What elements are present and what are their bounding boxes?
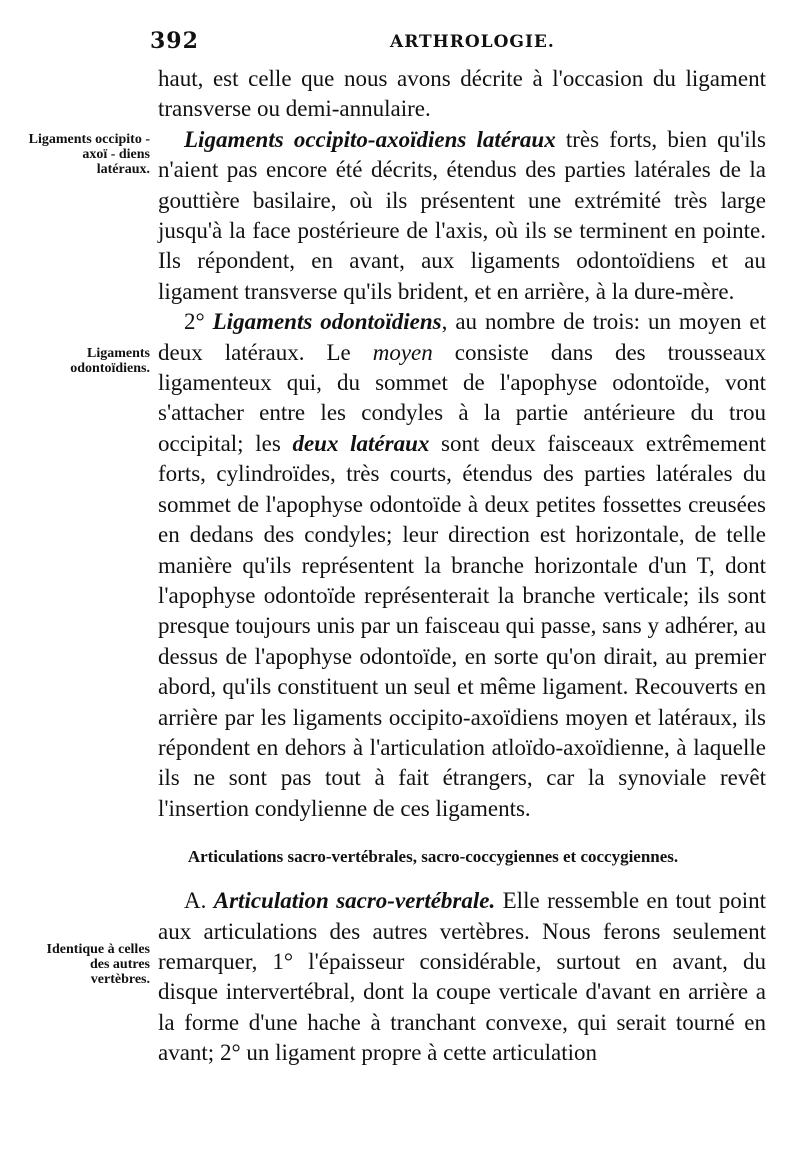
paragraph-text: sont deux faisceaux extrêmement forts, cylindroïdes, très courts, étendus des parties latérales du sommet de l'apophyse odontoïde à deux petites fossettes creusées en dedans des condyles; leur direction est horizontale, de telle manière qu'ils représentent la branche horizontale d'un T, dont l'apophyse odontoïde représenterait la branche verticale; ils sont presque toujours unis par un faisceau qui passe, sans y adhérer, au dessus de l'apophyse odontoïde, en sorte qu'on dirait, au premier abord, qu'ils constituent un seul et même ligament. Recouverts en arrière par les ligaments occipito-axoïdiens moyen et latéraux, ils répondent en dehors à l'articulation atloïdo-axoïdienne, à laquelle ils ne sont pas tout à fait étrangers, car la synoviale revêt l'insertion condylienne de ces ligaments. [158, 430, 766, 821]
margin-note-odontoidiens: Ligaments odontoïdiens. [70, 346, 150, 376]
margin-note-occipito-axoidiens: Ligaments occipito - axoï - diens latéraux. [28, 132, 150, 177]
paragraph-title: Ligaments occipito-axoïdiens latéraux [184, 126, 556, 152]
paragraph-number: 2° [184, 309, 213, 335]
paragraph-text: consiste dans des trousseaux ligamenteux qui, du sommet de l'apophyse odontoïde, vont s'attacher entre les condyles à la partie antérieure du trou occipital; les [158, 339, 766, 456]
paragraph-occipito-axoidiens [158, 125, 766, 307]
paragraph-title: Ligaments odontoïdiens [212, 309, 442, 335]
paragraph-text: , au nombre de trois: un moyen et deux latéraux. Le [158, 309, 766, 365]
body-text [158, 64, 766, 1069]
italic-term-deux-lateraux: deux latéraux [292, 430, 430, 456]
paragraph-text: Elle ressemble en tout point aux articulations des autres vertèbres. Nous ferons seulement remarquer, 1° l'épaisseur considérable, surtout en avant, du disque intervertébral, dont la coupe verticale d'avant en arrière a la forme d'une hache à tranchant convexe, qui serait tourné en avant; 2° un ligament propre à cette articulation [158, 888, 766, 1066]
paragraph-continuation: haut, est celle que nous avons décrite à l'occasion du ligament transverse ou demi-annulaire. [158, 66, 766, 122]
margin-note-identique: Identique à celles des autres vertèbres. [46, 942, 150, 987]
running-title: ARTHROLOGIE. [390, 32, 555, 52]
paragraph-odontoidiens [158, 307, 766, 824]
paragraph-text: très forts, bien qu'ils n'aient pas encore été décrits, étendus des parties latérales de la gouttière basilaire, où ils présentent une extrémité très large jusqu'à la face postérieure de l'axis, où ils se terminent en pointe. Ils répondent, en avant, aux ligaments odontoïdiens et au ligament transverse qu'ils brident, et en arrière, à la dure-mère. [158, 126, 766, 304]
page-number: 392 [150, 28, 199, 54]
section-heading: Articulations sacro-vertébrales, sacro-coccygiennes et coccygiennes. [187, 847, 679, 867]
page-header [0, 28, 800, 60]
italic-term-moyen: moyen [372, 339, 433, 365]
paragraph-letter: A. [184, 888, 214, 914]
paragraph-sacro-vertebrale [158, 886, 766, 1068]
paragraph-title: Articulation sacro-vertébrale. [213, 888, 496, 914]
